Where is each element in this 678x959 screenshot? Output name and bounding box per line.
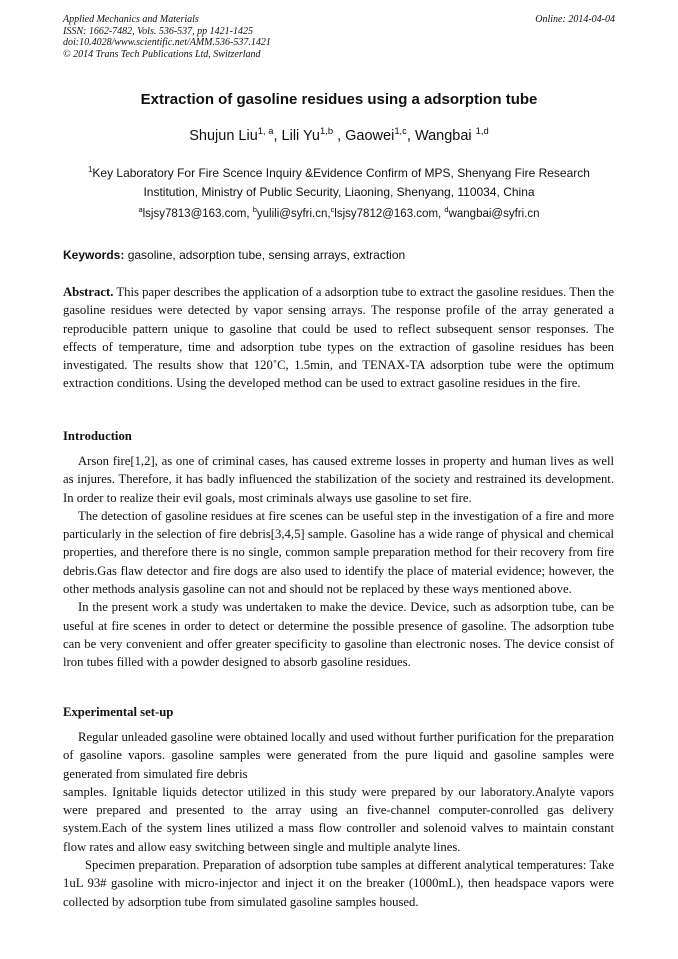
introduction-heading: Introduction	[63, 429, 132, 443]
author-name: Lili Yu	[281, 128, 320, 144]
affiliation-line: Key Laboratory For Fire Scence Inquiry &Evidence Confirm of MPS, Shenyang Fire Research	[92, 166, 590, 180]
keywords	[63, 248, 615, 262]
author-sup: 1,b	[319, 125, 334, 137]
email: yulili@syfri.cn,	[256, 208, 331, 220]
keywords-label: Keywords:	[63, 248, 125, 262]
author-name: Gaowei	[345, 128, 395, 144]
affiliation-line: Institution, Ministry of Public Security, Liaoning, Shenyang, 110034, China	[143, 185, 535, 199]
author-sup: 1, a	[257, 125, 274, 137]
email-sup: b	[252, 205, 257, 215]
keywords-text: gasoline, adsorption tube, sensing arrays, extraction	[124, 248, 406, 262]
author-name: Wangbai	[414, 128, 472, 144]
email-sup: a	[138, 205, 143, 215]
affiliation	[40, 164, 638, 202]
email-sup: c	[330, 205, 335, 215]
copyright: © 2014 Trans Tech Publications Ltd, Switzerland	[63, 48, 261, 60]
paragraph: samples. Ignitable liquids detector utilized in this study were prepared by our laboratory.Analyte vapors were prepared and presented to the array using an five-channel computer-conrolled gas delivery system.Each of the system lines utilized a mass flow controller and solenoid valves to maintain constant flow rates and allow easy switching between single and multiple analyte lines.	[63, 784, 614, 854]
author-name: Shujun Liu	[189, 128, 258, 144]
paragraph: Regular unleaded gasoline were obtained locally and used without further purification for the preparation of gasoline vapors. gasoline samples were generated from the pure liquid and gasoline samples were generated from simulated fire debris	[63, 730, 614, 781]
journal-header	[63, 14, 615, 60]
email-sup: d	[444, 205, 449, 215]
experimental-body	[63, 728, 614, 911]
abstract-text: This paper describes the application of a adsorption tube to extract the gasoline residues. Then the gasoline residues were detected by vapor sensing arrays. The response profile of the array generated a reproducible pattern unique to gasoline that could be used to reflect subsequent sensor responses. The effects of temperature, time and adsorption tube types on the extraction of gasoline residues has been investigated. The results show that 120˚C, 1.5min, and TENAX-TA adsorption tube were the optimum extraction conditions. Using the developed method can be used to extract gasoline residues in the fire.	[63, 285, 614, 391]
email: lsjsy7812@163.com,	[334, 208, 445, 220]
author-list: Shujun Liu$^{1, a}$, Lili Yu$^{1,b}$ , Gaowei$^{1,c}$, Wangbai $^{1,d}$	[189, 125, 489, 144]
experimental-heading: Experimental set-up	[63, 705, 174, 719]
doi: doi:10.4028/www.scientific.net/AMM.536-537.1421	[63, 37, 271, 49]
abstract	[63, 283, 614, 393]
email: lsjsy7813@163.com,	[142, 208, 253, 220]
author-sup: 1,c	[394, 125, 407, 137]
paper-title: Extraction of gasoline residues using a adsorption tube	[140, 91, 538, 108]
journal-name: Applied Mechanics and Materials	[63, 14, 199, 25]
email-list	[0, 205, 678, 220]
paragraph: In the present work a study was undertaken to make the device. Device, such as adsorption tube, can be useful at fire scenes in order to detect or determine the possible presence of gasoline. The adsorption tube can be very convenient and offer greater specificity to gasoline than electronic noses. The device consist of lron tubes filled with a powder designed to absorb gasoline residues.	[63, 600, 614, 670]
online-date: Online: 2014-04-04	[535, 14, 615, 25]
abstract-label: Abstract.	[63, 285, 114, 299]
paragraph: Arson fire[1,2], as one of criminal cases, has caused extreme losses in property and human lives as well as injures. Therefore, it has badly influenced the stabilization of the society and restrained its development. In order to realize their evil goals, most criminals always use gasoline to set fire.	[63, 454, 614, 505]
introduction-body	[63, 452, 614, 672]
email: wangbai@syfri.cn	[448, 208, 540, 220]
issn: ISSN: 1662-7482, Vols. 536-537, pp 1421-1425	[63, 25, 253, 37]
affiliation-sup: 1	[88, 165, 93, 174]
paragraph: The detection of gasoline residues at fire scenes can be useful step in the investigation of a fire and more particularly in the selection of fire debris[3,4,5] sample. Gasoline has a wide range of physical and chemical properties, and therefore there is no single, common sample preparation method for their recovery from fire debris.Gas flaw detector and fire dogs are also used to identify the place of material evidence; however, the other methods analysis gasoline can not and should not be replaced by these ways mentioned above.	[63, 508, 614, 597]
author-sup: 1,d	[475, 125, 489, 137]
paragraph: Specimen preparation. Preparation of adsorption tube samples at different analytical temperatures: Take 1uL 93# gasoline with micro-injector and inject it on the breaker (1000mL), then headspace vapors were collected by adsorption tube from simulated gasoline samples housed.	[63, 858, 614, 909]
